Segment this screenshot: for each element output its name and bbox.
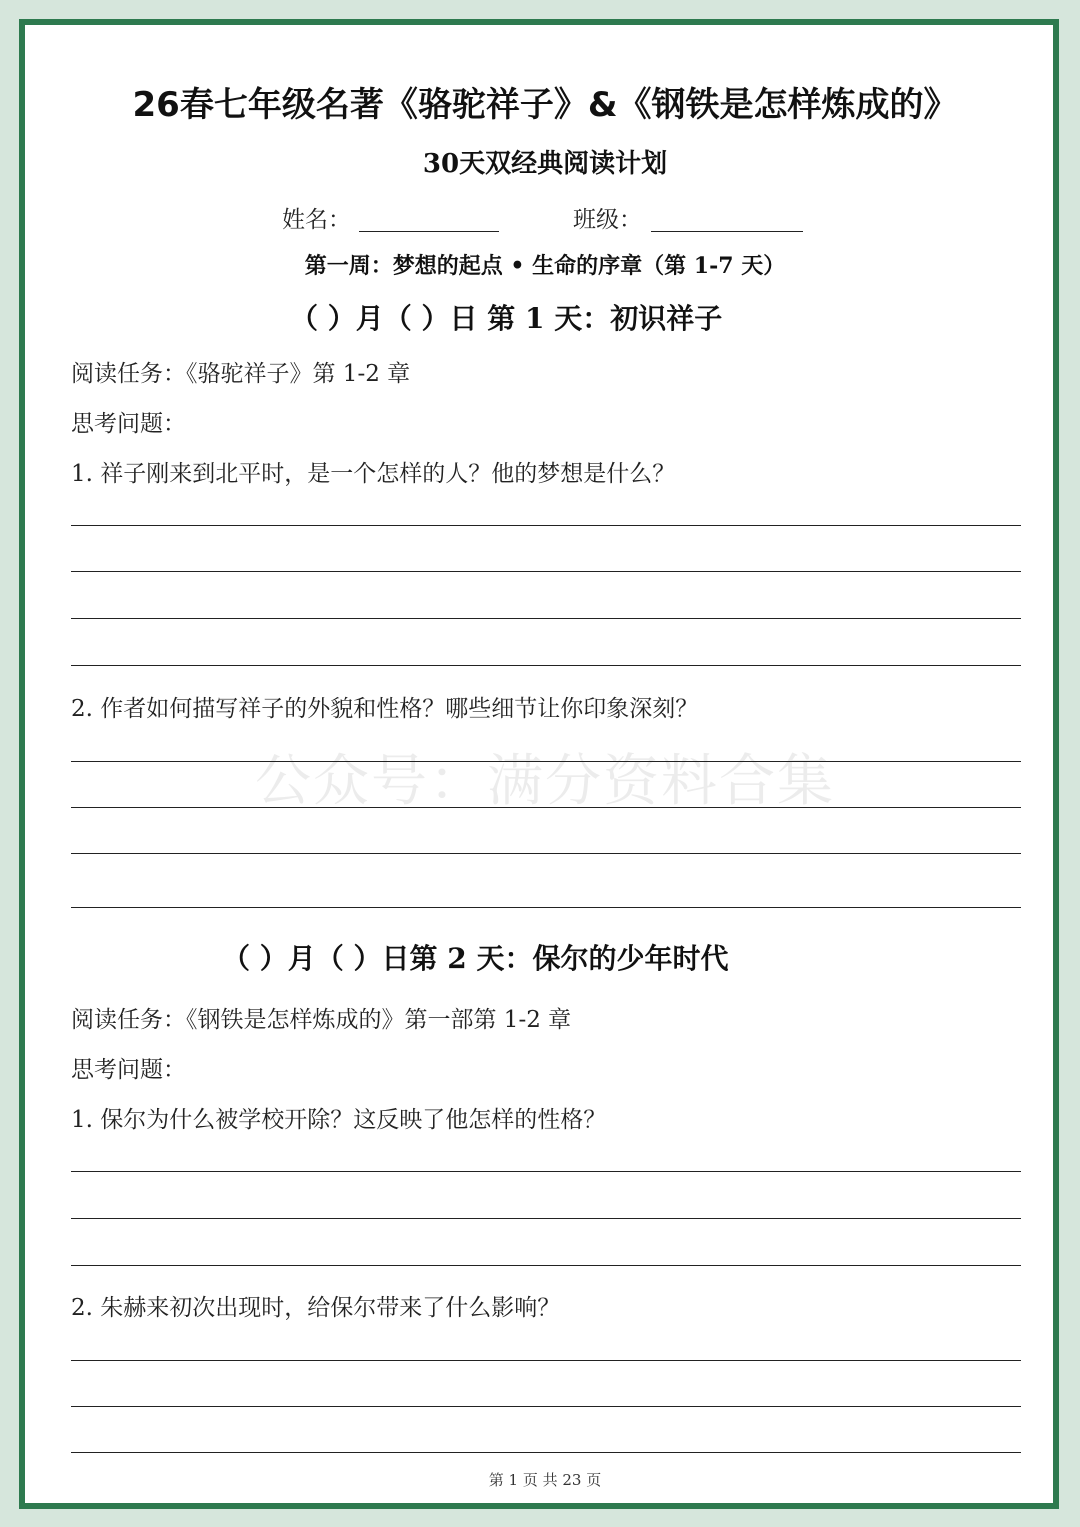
worksheet-page bbox=[19, 19, 1059, 1509]
class-field[interactable] bbox=[651, 203, 803, 232]
answer-line[interactable] bbox=[71, 807, 1021, 808]
day-1-question-2: 2. 作者如何描写祥子的外貌和性格？哪些细节让你印象深刻？ bbox=[71, 696, 699, 722]
day-1-reading-task: 阅读任务：《骆驼祥子》第 1-2 章 bbox=[71, 361, 411, 387]
answer-line[interactable] bbox=[71, 525, 1021, 526]
day-2-questions-label: 思考问题： bbox=[71, 1057, 186, 1083]
day-2-reading-task: 阅读任务：《钢铁是怎样炼成的》第一部第 1-2 章 bbox=[71, 1007, 572, 1033]
answer-line[interactable] bbox=[71, 1171, 1021, 1172]
day-1-question-1: 1. 祥子刚来到北平时，是一个怎样的人？他的梦想是什么？ bbox=[71, 461, 676, 487]
answer-line[interactable] bbox=[71, 1452, 1021, 1453]
document-subtitle: 30天双经典阅读计划 bbox=[422, 149, 668, 179]
day-1-heading: （ ）月（ ）日 第 1 天：初识祥子 bbox=[290, 302, 723, 335]
name-field[interactable] bbox=[359, 203, 499, 232]
answer-line[interactable] bbox=[71, 907, 1021, 908]
answer-line[interactable] bbox=[71, 1218, 1021, 1219]
day-2-question-1: 1. 保尔为什么被学校开除？这反映了他怎样的性格？ bbox=[71, 1107, 607, 1133]
answer-line[interactable] bbox=[71, 571, 1021, 572]
answer-line[interactable] bbox=[71, 1265, 1021, 1266]
answer-line[interactable] bbox=[71, 618, 1021, 619]
answer-line[interactable] bbox=[71, 1360, 1021, 1361]
day-2-heading: （ ）月（ ）日第 2 天：保尔的少年时代 bbox=[222, 942, 729, 975]
day-2-question-2: 2. 朱赫来初次出现时，给保尔带来了什么影响？ bbox=[71, 1295, 561, 1321]
day-1-questions-label: 思考问题： bbox=[71, 411, 186, 437]
watermark: 公众号：满分资料合集 bbox=[255, 749, 835, 814]
answer-line[interactable] bbox=[71, 665, 1021, 666]
answer-line[interactable] bbox=[71, 1406, 1021, 1407]
class-label: 班级： bbox=[573, 207, 642, 233]
week-title: 第一周：梦想的起点 • 生命的序章（第 1-7 天） bbox=[304, 253, 786, 279]
name-label: 姓名： bbox=[282, 207, 351, 233]
answer-line[interactable] bbox=[71, 853, 1021, 854]
document-title: 26春七年级名著《骆驼祥子》&《钢铁是怎样炼成的》 bbox=[132, 85, 958, 125]
answer-line[interactable] bbox=[71, 761, 1021, 762]
page-footer: 第 1 页 共 23 页 bbox=[488, 1471, 602, 1489]
